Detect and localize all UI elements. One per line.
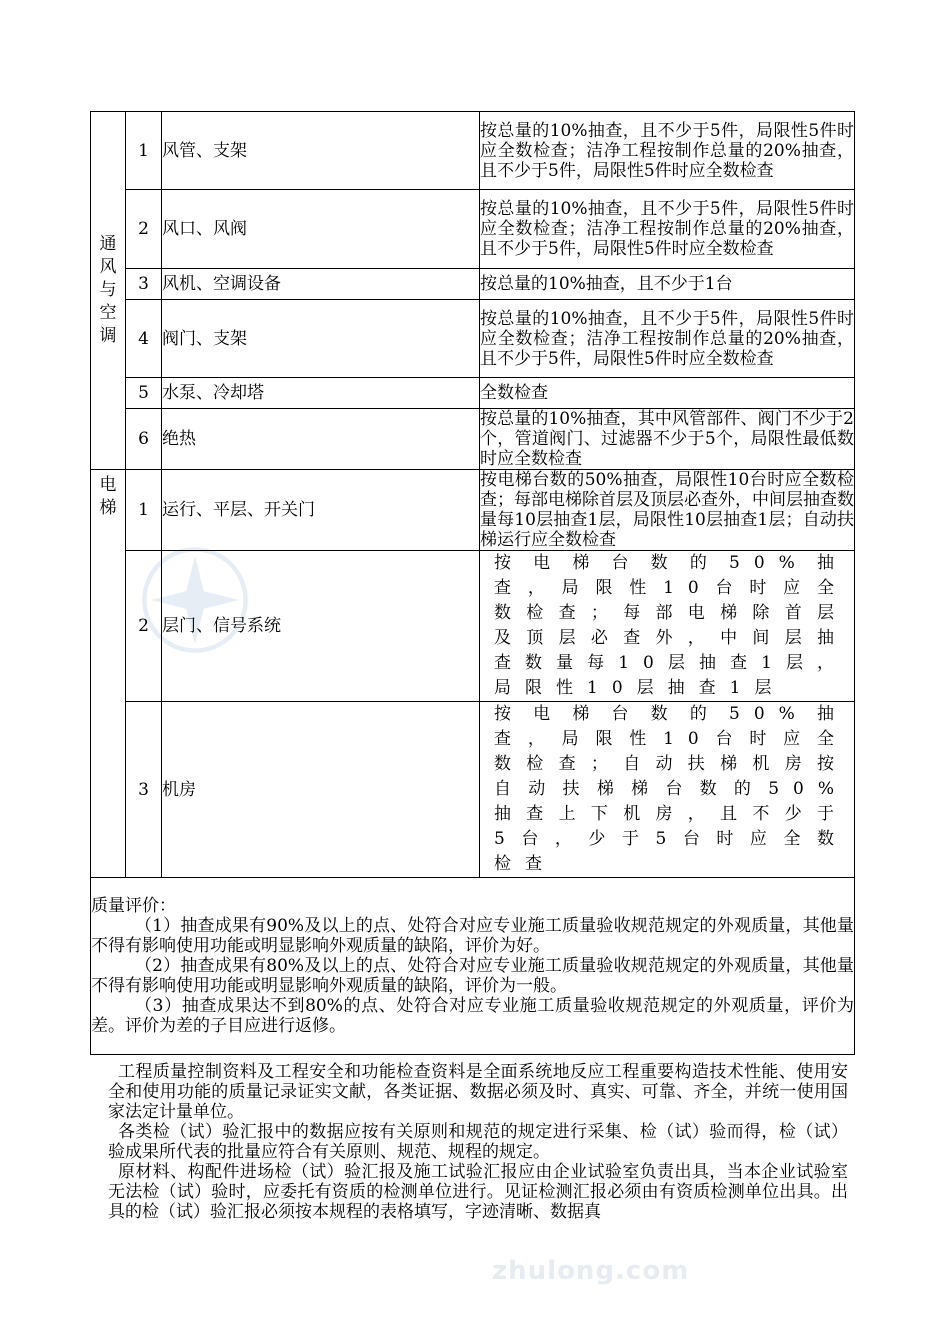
sampling-standard: 按总量的10%抽查，且不少于1台	[480, 269, 855, 300]
sampling-standard: 按总量的10%抽查，其中风管部件、阀门不少于2个，管道阀门、过滤器不少于5个，局限性最低数时应全数检查	[480, 409, 854, 469]
paragraph: 各类检（试）验汇报中的数据应按有关原则和规范的规定进行采集、检（试）验而得，检（试）验成果所代表的批量应符合有关原则、规范、规程的规定。	[108, 1122, 848, 1162]
quality-title: 质量评价：	[91, 896, 176, 916]
sampling-standard: 按总量的10%抽查，且不少于5件，局限性5件时应全数检查；洁净工程按制作总量的20%抽查，且不少于5件，局限性5件时应全数检查	[480, 190, 855, 269]
sampling-standard: 按电梯台数的50%抽查，局限性10台时应全数检查；每部电梯除首层及顶层必查外，中间层抽查数量每10层抽查1层，局限性10层抽查1层	[480, 551, 855, 702]
item-name: 运行、平层、开关门	[162, 470, 480, 551]
row-number: 1	[126, 112, 162, 190]
item-name: 机房	[162, 702, 480, 878]
row-number: 2	[126, 551, 162, 702]
paragraph: 原材料、构配件进场检（试）验汇报及施工试验汇报应由企业试验室负责出具，当本企业试验室无法检（试）验时，应委托有资质的检测单位进行。见证检测汇报必须由有资质检测单位出具。出具的检（试）验汇报必须按本规程的表格填写，字迹清晰、数据真	[108, 1162, 848, 1222]
watermark-text: zhulong.com	[492, 1256, 690, 1286]
row-number: 3	[126, 702, 162, 878]
sampling-standard: 全数检查	[480, 378, 855, 409]
category-hvac: 通风与空调	[91, 112, 126, 470]
item-name: 层门、信号系统	[162, 551, 480, 702]
item-name: 风管、支架	[162, 112, 480, 190]
quality-evaluation	[91, 878, 855, 1055]
item-name: 绝热	[162, 409, 480, 470]
row-number: 2	[126, 190, 162, 269]
row-number: 1	[126, 470, 162, 551]
paragraph: 工程质量控制资料及工程安全和功能检查资料是全面系统地反应工程重要构造技术性能、使用安全和使用功能的质量记录证实文献，各类证据、数据必须及时、真实、可靠、齐全，并统一使用国家法定计量单位。	[108, 1062, 848, 1122]
body-text	[108, 1062, 848, 1222]
sampling-standard: 按电梯台数的50%抽查，局限性10台时应全数检查；每部电梯除首层及顶层必查外，中间层抽查数量每10层抽查1层，局限性10层抽查1层；自动扶梯运行应全数检查	[480, 470, 854, 550]
inspection-table	[90, 111, 855, 1055]
quality-item: （2）抽查成果有80%及以上的点、处符合对应专业施工质量验收规范规定的外观质量，其他量不得有影响使用功能或明显影响外观质量的缺陷，评价为一般。	[91, 956, 854, 996]
sampling-standard: 按总量的10%抽查，且不少于5件，局限性5件时应全数检查；洁净工程按制作总量的20%抽查，且不少于5件，局限性5件时应全数检查	[480, 112, 855, 190]
item-name: 风口、风阀	[162, 190, 480, 269]
row-number: 4	[126, 300, 162, 378]
row-number: 6	[126, 409, 162, 470]
item-name: 水泵、冷却塔	[162, 378, 480, 409]
sampling-standard: 按电梯台数的50%抽查，局限性10台时应全数检查；自动扶梯机房按自动扶梯梯台数的50%抽查上下机房，且不少于5台，少于5台时应全数检查	[480, 702, 855, 878]
row-number: 3	[126, 269, 162, 300]
quality-item: （3）抽查成果达不到80%的点、处符合对应专业施工质量验收规范规定的外观质量，评价为差。评价为差的子目应进行返修。	[91, 996, 854, 1036]
quality-item: （1）抽查成果有90%及以上的点、处符合对应专业施工质量验收规范规定的外观质量，其他量不得有影响使用功能或明显影响外观质量的缺陷，评价为好。	[91, 916, 854, 956]
sampling-standard: 按总量的10%抽查，且不少于5件，局限性5件时应全数检查；洁净工程按制作总量的20%抽查，且不少于5件，局限性5件时应全数检查	[480, 300, 855, 378]
item-name: 风机、空调设备	[162, 269, 480, 300]
row-number: 5	[126, 378, 162, 409]
item-name: 阀门、支架	[162, 300, 480, 378]
category-elevator: 电梯	[91, 470, 126, 878]
